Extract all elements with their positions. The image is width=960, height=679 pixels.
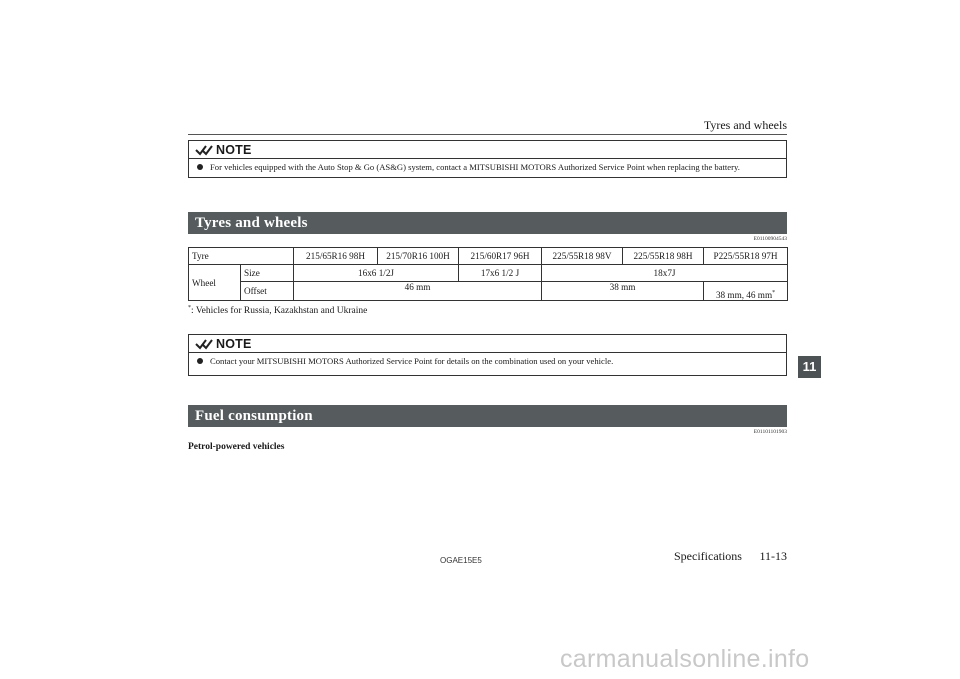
note-box-combination (188, 334, 787, 376)
note-label: NOTE (216, 142, 252, 157)
section-title-tyres: Tyres and wheels (188, 212, 787, 234)
table-cell: 46 mm (294, 282, 542, 301)
table-cell-offset-footnoted (704, 282, 788, 301)
chapter-tab: 11 (798, 356, 821, 378)
footer-page-number: 11-13 (759, 549, 787, 563)
size-label: Size (241, 265, 294, 282)
watermark: carmanualsonline.info (560, 645, 810, 673)
note-text: For vehicles equipped with the Auto Stop & Go (AS&G) system, contact a MITSUBISHI MOTORS Authorized Service Point when replacing the battery. (210, 162, 740, 172)
tyre-wheel-table (188, 247, 788, 301)
note-box-battery (188, 140, 787, 178)
table-cell: 16x6 1/2J (294, 265, 459, 282)
note-label: NOTE (216, 336, 252, 351)
header-rule (188, 134, 787, 135)
table-cell: 215/60R17 96H (459, 248, 542, 265)
note-text: Contact your MITSUBISHI MOTORS Authorized Service Point for details on the combination used on your vehicle. (210, 356, 614, 366)
table-row-size (189, 265, 788, 282)
note-body (189, 353, 786, 375)
section-title-fuel: Fuel consumption (188, 405, 787, 427)
bullet-icon (197, 164, 203, 170)
table-row-offset (189, 282, 788, 301)
table-footnote (188, 306, 367, 316)
bullet-icon (197, 358, 203, 364)
note-check-icon (195, 338, 213, 350)
subheading-petrol: Petrol-powered vehicles (188, 442, 285, 452)
offset-value: 38 mm, 46 mm (715, 290, 773, 300)
note-body (189, 159, 786, 177)
table-cell: 38 mm (542, 282, 704, 301)
offset-label: Offset (241, 282, 294, 301)
footer-doc-code: OGAE15E5 (440, 556, 482, 565)
table-cell: 215/70R16 100H (378, 248, 459, 265)
table-cell: 225/55R18 98V (542, 248, 623, 265)
table-cell: 17x6 1/2 J (459, 265, 542, 282)
note-header (189, 335, 786, 353)
table-cell: 225/55R18 98H (623, 248, 704, 265)
table-cell: 18x7J (542, 265, 788, 282)
footnote-text: : Vehicles for Russia, Kazakhstan and Ukraine (191, 306, 368, 316)
tyre-label: Tyre (189, 248, 294, 265)
section-code-tyres: E01100904543 (753, 236, 787, 242)
table-cell: 215/65R16 98H (294, 248, 378, 265)
running-header: Tyres and wheels (703, 118, 787, 132)
footnote-mark: * (188, 304, 191, 311)
wheel-label: Wheel (189, 265, 241, 301)
note-header (189, 141, 786, 159)
footnote-mark: * (772, 289, 776, 296)
table-cell: P225/55R18 97H (704, 248, 788, 265)
note-check-icon (195, 144, 213, 156)
table-row-tyre (189, 248, 788, 265)
section-code-fuel: E01101101903 (753, 429, 787, 435)
footer-section: Specifications (674, 549, 742, 563)
